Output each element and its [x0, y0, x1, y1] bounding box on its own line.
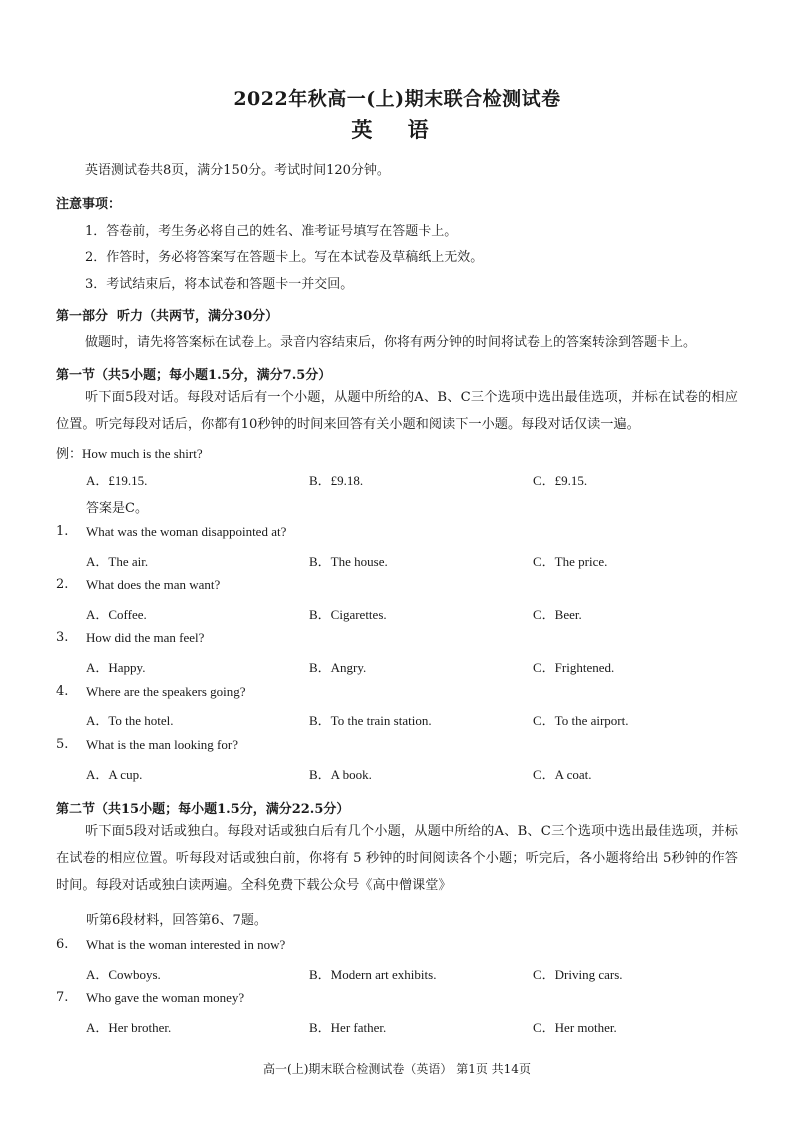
option-a: A．Cowboys.: [86, 967, 161, 982]
option-c: C．Her mother.: [533, 1020, 617, 1035]
notice-item: 1．答卷前，考生务必将自己的姓名、准考证号填写在答题卡上。: [85, 224, 458, 239]
question-text: What is the woman interested in now?: [86, 937, 286, 952]
section2-heading: 第二节（共15小题；每小题1.5分，满分22.5分）: [56, 802, 350, 817]
question-number: 2.: [56, 577, 69, 592]
option-b: B．The house.: [309, 554, 388, 569]
exam-title: 2022年秋高一(上)期末联合检测试卷: [233, 88, 561, 110]
page-footer: 高一(上)期末联合检测试卷（英语） 第1页 共14页: [263, 1062, 531, 1076]
option-c: C．Driving cars.: [533, 967, 623, 982]
example-option-c: C．£9.15.: [533, 473, 588, 488]
example-option-a: A．£19.15.: [86, 473, 148, 488]
option-a: A．The air.: [86, 554, 149, 569]
option-a: A．A cup.: [86, 767, 143, 782]
question-number: 6.: [56, 937, 69, 952]
option-c: C．Beer.: [533, 607, 582, 622]
example-option-b: B．£9.18.: [309, 473, 364, 488]
question-text: Where are the speakers going?: [86, 684, 246, 699]
option-b: B．Her father.: [309, 1020, 387, 1035]
material-note: 听第6段材料，回答第6、7题。: [86, 913, 267, 928]
option-b: B．A book.: [309, 767, 372, 782]
option-b: B．Angry.: [309, 660, 367, 675]
subject-title: 英 语: [351, 117, 443, 142]
question-text: Who gave the woman money?: [86, 990, 245, 1005]
option-c: C．To the airport.: [533, 713, 629, 728]
question-text: How did the man feel?: [86, 630, 205, 645]
question-text: What does the man want?: [86, 577, 221, 592]
option-b: B．Cigarettes.: [309, 607, 387, 622]
section2-instruction: 听下面5段对话或独白。每段对话或独白后有几个小题，从题中所给的A、B、C三个选项中选出最佳选项，并标在试卷的相应位置。听每段对话或独白前，你将有 5 秒钟的时间阅读各个小题；听完后，各小题将给出 5秒钟的作答时间。每段对话或独白读两遍。全科免费下载公众号《高中僧课堂》: [56, 824, 738, 893]
option-a: A．Happy.: [86, 660, 146, 675]
part1-instruction: 做题时，请先将答案标在试卷上。录音内容结束后，你将有两分钟的时间将试卷上的答案转涂到答题卡上。: [85, 335, 697, 350]
question-number: 7.: [56, 990, 69, 1005]
intro-text: 英语测试卷共8页，满分150分。考试时间120分钟。: [85, 163, 390, 178]
question-number: 1.: [56, 524, 69, 539]
option-a: A．To the hotel.: [86, 713, 174, 728]
question-text: What was the woman disappointed at?: [86, 524, 287, 539]
section1-instruction: 听下面5段对话。每段对话后有一个小题，从题中所给的A、B、C三个选项中选出最佳选项，并标在试卷的相应位置。听完每段对话后，你都有10秒钟的时间来回答有关小题和阅读下一小题。每段对话仅读一遍。: [56, 390, 738, 432]
option-a: A．Coffee.: [86, 607, 147, 622]
part1-heading: 第一部分 听力（共两节，满分30分）: [56, 309, 279, 324]
option-c: C．Frightened.: [533, 660, 615, 675]
question-number: 3.: [56, 630, 69, 645]
option-a: A．Her brother.: [86, 1020, 172, 1035]
question-text: What is the man looking for?: [86, 737, 238, 752]
option-b: B．Modern art exhibits.: [309, 967, 437, 982]
notice-heading: 注意事项：: [56, 197, 122, 212]
question-number: 5.: [56, 737, 69, 752]
example-question: 例：How much is the shirt?: [56, 446, 203, 461]
question-number: 4.: [56, 684, 69, 699]
example-answer: 答案是C。: [86, 501, 148, 516]
section1-heading: 第一节（共5小题；每小题1.5分，满分7.5分）: [56, 368, 332, 383]
option-c: C．The price.: [533, 554, 608, 569]
option-c: C．A coat.: [533, 767, 592, 782]
notice-item: 3．考试结束后，将本试卷和答题卡一并交回。: [85, 277, 354, 292]
option-b: B．To the train station.: [309, 713, 432, 728]
notice-item: 2．作答时，务必将答案写在答题卡上。写在本试卷及草稿纸上无效。: [85, 250, 484, 265]
